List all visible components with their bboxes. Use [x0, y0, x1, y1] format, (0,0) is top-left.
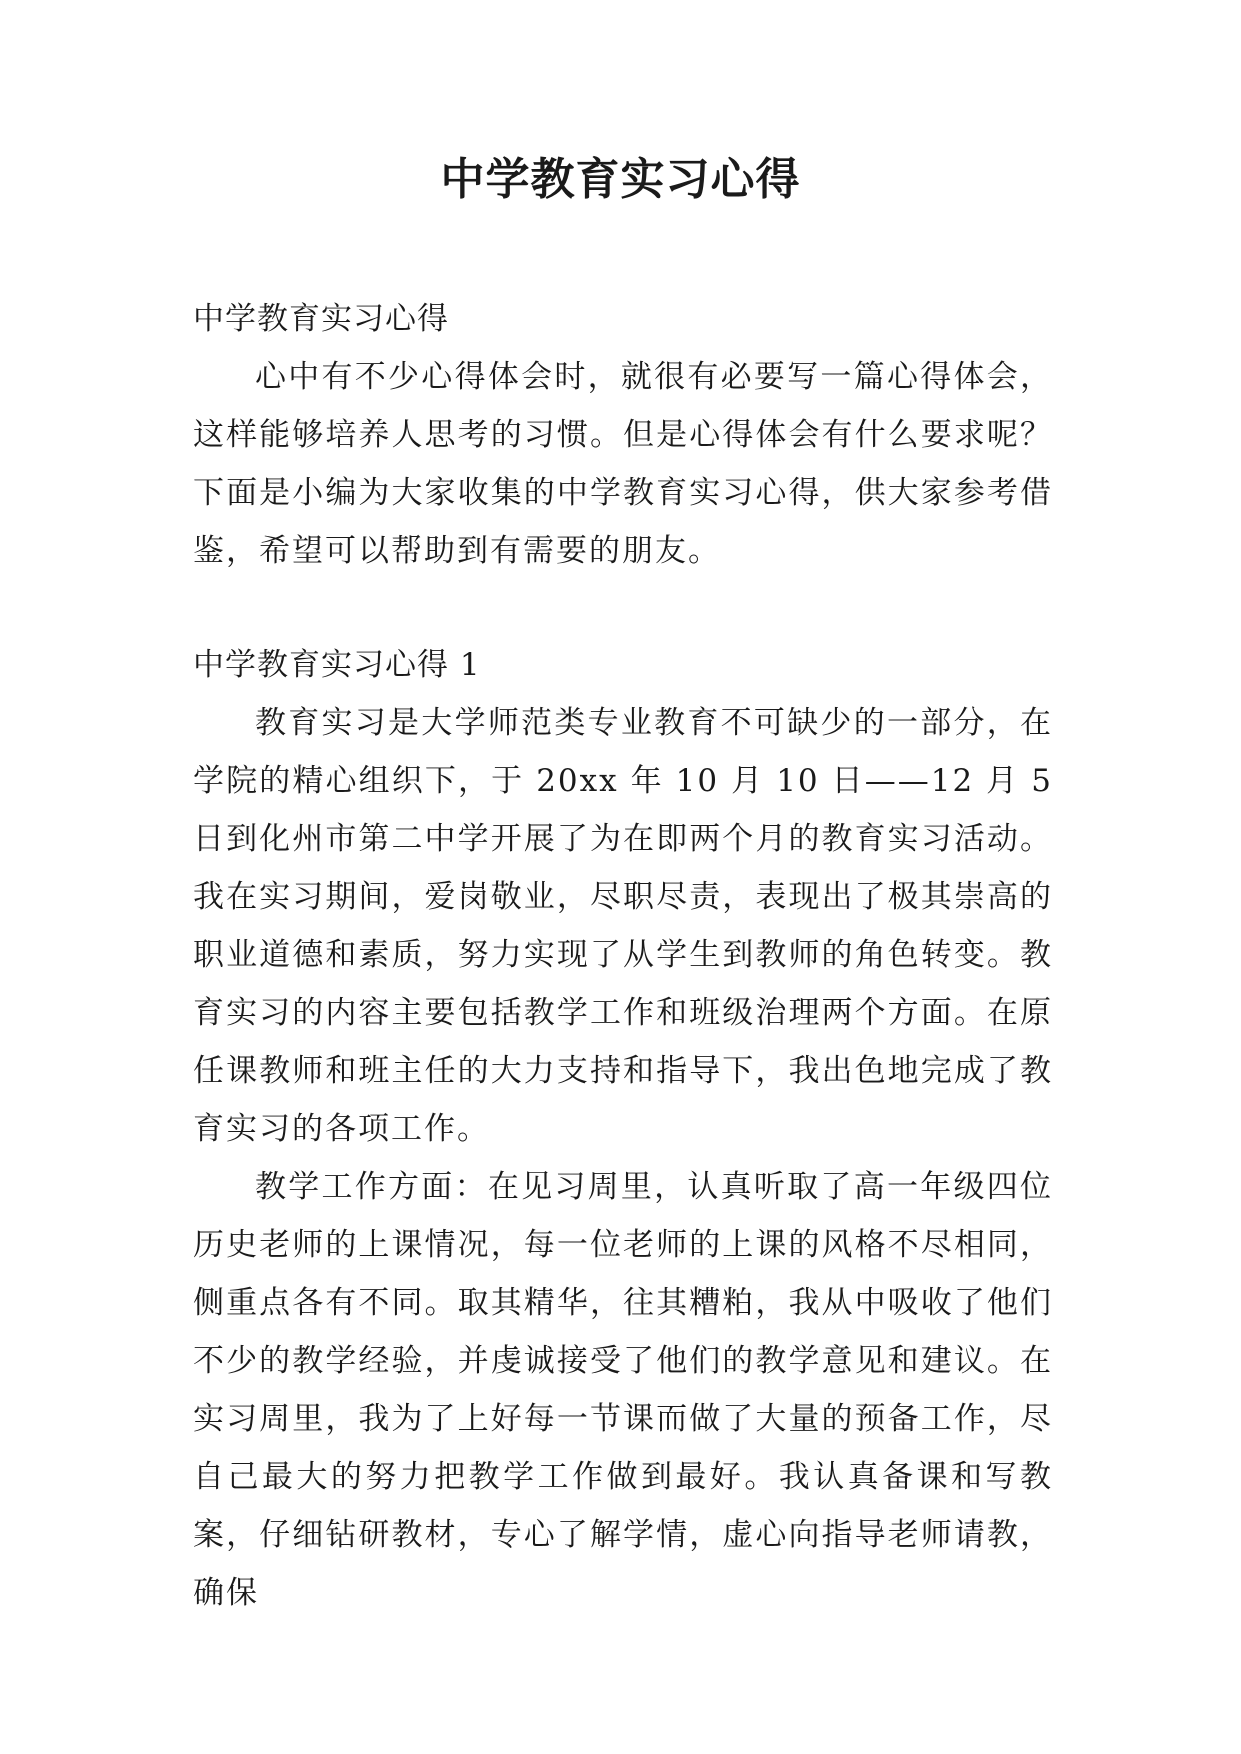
- section1-paragraph: 教学工作方面：在见习周里，认真听取了高一年级四位历史老师的上课情况，每一位老师的上课的风格不尽相同，侧重点各有不同。取其精华，往其糟粕，我从中吸收了他们不少的教学经验，并虔诚接受了他们的教学意见和建议。在实习周里，我为了上好每一节课而做了大量的预备工作，尽自己最大的努力把教学工作做到最好。我认真备课和写教案，仔细钻研教材，专心了解学情，虚心向指导老师请教，确保: [193, 1169, 1053, 1611]
- intro-paragraph: 心中有不少心得体会时，就很有必要写一篇心得体会，这样能够培养人思考的习惯。但是心得体会有什么要求呢？下面是小编为大家收集的中学教育实习心得，供大家参考借鉴，希望可以帮助到有需要的朋友。: [193, 359, 1053, 569]
- section1-heading: 中学教育实习心得 1: [193, 647, 481, 683]
- document-title: 中学教育实习心得: [440, 154, 801, 205]
- intro-heading: 中学教育实习心得: [193, 301, 449, 337]
- section1-paragraph: 教育实习是大学师范类专业教育不可缺少的一部分，在学院的精心组织下，于 20xx 年 10 月 10 日——12 月 5 日到化州市第二中学开展了为在即两个月的教育实习活动。我在实习期间，爱岗敬业，尽职尽责，表现出了极其崇高的职业道德和素质，努力实现了从学生到教师的角色转变。教育实习的内容主要包括教学工作和班级治理两个方面。在原任课教师和班主任的大力支持和指导下，我出色地完成了教育实习的各项工作。: [193, 705, 1053, 1147]
- document-body: [193, 290, 1053, 1622]
